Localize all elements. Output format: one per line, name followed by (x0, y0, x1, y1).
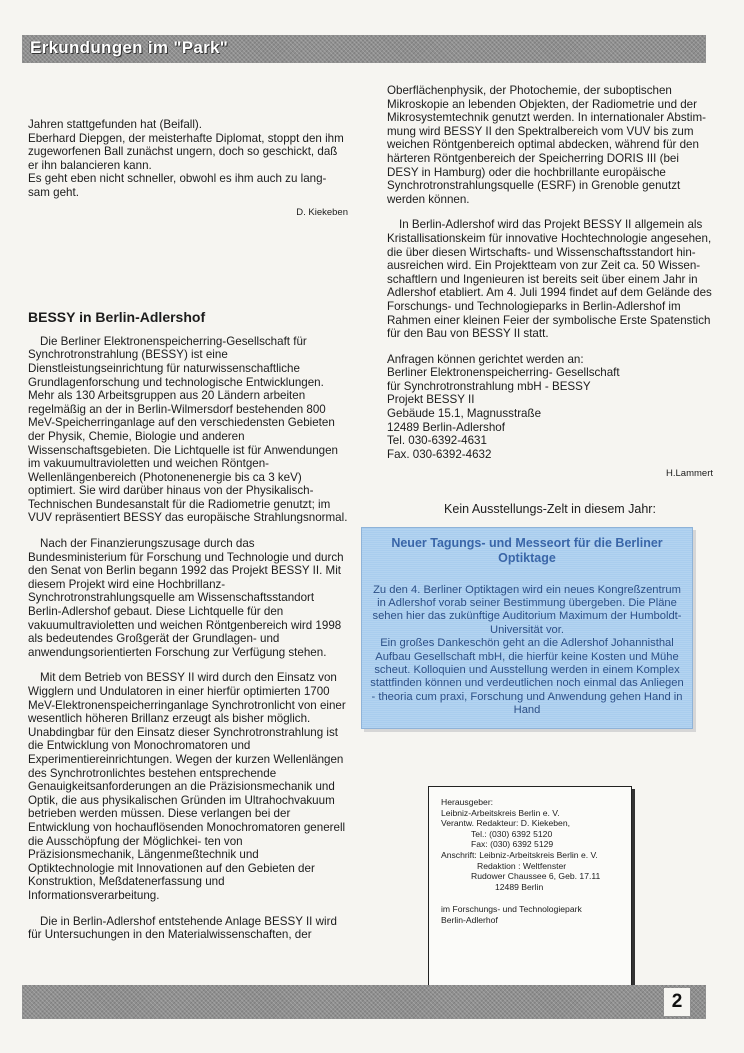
info-box-text: Zu den 4. Berliner Optiktagen wird ein neues Kongreßzentrum in Adlershof vorab seiner Bestimmung übergeben. Die Pläne sehen hier das zukünftige Auditorium Maximum der Humboldt-Universität vor. (372, 583, 682, 636)
article-paragraph: Die in Berlin-Adlershof entstehende Anlage BESSY II wird für Untersuchungen in den Materialwissenschaften, der (28, 914, 337, 942)
imprint-line: Verantw. Redakteur: D. Kiekeben, (441, 818, 570, 829)
intro-line: Jahren stattgefunden hat (Beifall). (28, 118, 203, 131)
info-box (361, 527, 693, 729)
intro-signature: D. Kiekeben (296, 206, 348, 218)
contact-line: Fax. 030-6392-4632 (387, 447, 492, 461)
imprint-line: Tel.: (030) 6392 5120 (471, 828, 553, 839)
contact-line: Tel. 030-6392-4631 (387, 434, 487, 448)
article-paragraph: Oberflächenphysik, der Photochemie, der suboptischen Mikroskopie an lebenden Objekten, der Radiometrie und der Mikrosystemtechnik genutzt werden. In internationaler Abstim- mung wird BESSY II den Spektralbereich vom VUV bis zum weichen Röntgenbereich optimal abdecken, während für den härteren Röntgenbereich der Speicherring DORIS III (bei DESY in Hamburg) oder die hochbrillante europäische Synchrotronstrahlungsquelle (ESRF) in Grenoble genutzt werden können. (387, 84, 706, 206)
announcement-heading: Kein Ausstellungs-Zelt in diesem Jahr: (444, 502, 656, 517)
article-title: BESSY in Berlin-Adlershof (28, 309, 206, 326)
article-paragraph: In Berlin-Adlershof wird das Projekt BESSY II allgemein als Kristallisationskeim für innovative Hochtechnologie angesehen, die über diesen Wirtschafts- und Wissenschaftsstandort hin- ausreichen wird. Ein Projektteam von zur Zeit ca. 50 Wissen- schaftlern und Ingenieuren ist bereits seit über einem Jahr in Adlershof etabliert. Am 4. Juli 1994 findet auf dem Gelände des Forschungs- und Technologieparks in Berlin-Adlershof im Rahmen einer kleinen Feier der symbolische Erste Spatenstich für den Bau von BESSY II statt. (387, 218, 712, 341)
info-box-title: Neuer Tagungs- und Messeort für die Berliner Optiktage (391, 535, 663, 565)
intro-line: Es geht eben nicht schneller, obwohl es ihm auch zu lang- sam geht. (28, 172, 327, 199)
contact-line: Anfragen können gerichtet werden an: (387, 352, 584, 366)
imprint-line: Rudower Chaussee 6, Geb. 17.11 (471, 871, 601, 882)
footer-bar (22, 985, 706, 1019)
right-column (370, 84, 713, 729)
page-number: 2 (664, 988, 690, 1016)
imprint-line: Anschrift: Leibniz-Arbeitskreis Berlin e. V. (441, 849, 598, 860)
imprint-line: Fax: (030) 6392 5129 (471, 839, 554, 850)
article-paragraph: Mit dem Betrieb von BESSY II wird durch den Einsatz von Wigglern und Undulatoren in einer hierfür optimierten 1700 MeV-Elektronenspeicherringanlage Synchrotronlicht von einer wesentlich höheren Brillanz erzeugt als bisher möglich. Unabdingbar für den Einsatz dieser Synchrotronstrahlung ist die Entwicklung von Monochromatoren und Experimentiereinrichtungen. Wegen der kurzen Wellenlängen des Synchrotronlichtes bestehen entsprechende Genauigkeitsanforderungen an die Präzisionsmechanik und Optik, die aus physikalischen Gründen im Ultrahochvakuum betrieben werden müssen. Diese verlangen bei der Entwicklung von hochauflösenden Monochromatoren generell die Ausschöpfung der Möglichkei- ten von Präzisionsmechanik, Längenmeßtechnik und Optiktechnologie mit Innovationen auf den Gebieten der Konstruktion, Meßdatenerfassung und Informationsverarbeitung. (28, 671, 346, 902)
contact-line: Berliner Elektronenspeicherring- Gesellschaft (387, 366, 620, 380)
contact-line: für Synchrotronstrahlung mbH - BESSY (387, 379, 591, 393)
contact-signature: H.Lammert (666, 468, 713, 480)
intro-line: Eberhard Diepgen, der meisterhafte Diplomat, stoppt den ihm zugeworfenen Ball zunächst ungern, doch so geschickt, daß er ihn balancieren kann. (28, 131, 344, 172)
imprint-line: Leibniz-Arbeitskreis Berlin e. V. (441, 807, 560, 818)
imprint-line: Herausgeber: (441, 797, 494, 807)
imprint-line: Berlin-Adlerhof (441, 914, 498, 925)
imprint-line: Redaktion : Weltfenster (477, 860, 567, 871)
imprint-line: 12489 Berlin (495, 881, 544, 892)
info-box-text: Ein großes Dankeschön geht an die Adlershof Johannisthal Aufbau Gesellschaft mbH, die hierfür keine Kosten und Mühe scheut. Kolloquien und Ausstellung werden in einem Komplex stattfinden können und verdeutlichen noch einmal das Anliegen - theoria cum praxi, Forschung und Anwendung gehen Hand in Hand (370, 637, 684, 717)
article-paragraph: Nach der Finanzierungszusage durch das Bundesministerium für Forschung und Technologie und durch den Senat von Berlin begann 1992 das Projekt BESSY II. Mit diesem Projekt wird eine Hochbrillanz-Synchrotronstrahlungsquelle am Wissenschaftsstandort Berlin-Adlershof gebaut. Diese Lichtquelle für den vakuumultravioletten und weichen Röntgenbereich wird 1998 als bedeutendes Großgerät der Grundlagen- und anwendungsorientierten Forschung zur Verfügung stehen. (28, 537, 344, 659)
article-paragraph: Die Berliner Elektronenspeicherring-Gesellschaft für Synchrotronstrahlung (BESSY) ist eine Dienstleistungseinrichtung für naturwissenschaftliche Grundlagenforschung und technologische Entwicklungen. Mehr als 130 Arbeitsgruppen aus 20 Ländern arbeiten regelmäßig an der in Berlin-Wilmersdorf bestehenden 800 MeV-Speicherringanlage auf den verschiedensten Gebieten der Physik, Chemie, Biologie und anderen Wissenschaftsgebieten. Die Lichtquelle ist für Anwendungen im vakuumultravioletten und weichen Röntgen-Wellenlängenbereich (Photonenenergie bis ca 3 keV) optimiert. Sie wird darüber hinaus von der Physikalisch-Technischen Bundesanstalt für die Radiometrie genutzt; im VUV repräsentiert BESSY das europäische Strahlungsnormal. (28, 334, 348, 525)
section-title: Erkundungen im "Park" (30, 38, 229, 57)
contact-line: Gebäude 15.1, Magnusstraße (387, 407, 542, 421)
contact-line: Projekt BESSY II (387, 393, 475, 407)
header-bar (22, 35, 706, 63)
contact-block (387, 353, 713, 462)
left-column (28, 118, 348, 942)
contact-line: 12489 Berlin-Adlershof (387, 420, 505, 434)
imprint-box (428, 786, 632, 986)
imprint-line: im Forschungs- und Technologiepark (441, 904, 582, 915)
